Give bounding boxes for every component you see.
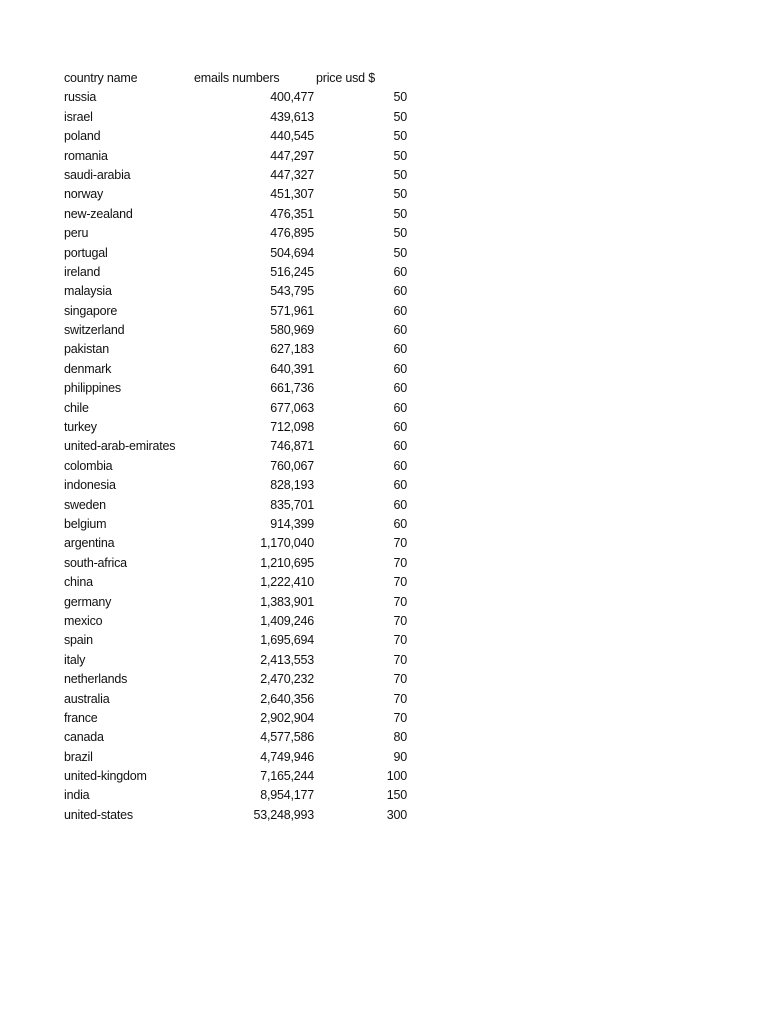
table-row: [64, 670, 424, 689]
table-row: [64, 496, 424, 515]
emails-cell: 1,222,410: [260, 575, 314, 590]
emails-cell: 2,413,553: [260, 652, 314, 667]
price-cell: 50: [393, 206, 407, 221]
price-cell: 60: [393, 478, 407, 493]
table-row: [64, 205, 424, 224]
price-cell: 60: [393, 400, 407, 415]
price-cell: 100: [386, 769, 407, 784]
table-row: [64, 457, 424, 476]
country-cell: pakistan: [64, 342, 109, 357]
table-row: [64, 709, 424, 728]
price-cell: 50: [393, 226, 407, 241]
emails-cell: 543,795: [270, 284, 314, 299]
country-cell: united-kingdom: [64, 769, 147, 784]
country-cell: spain: [64, 633, 93, 648]
emails-cell: 760,067: [270, 458, 314, 473]
table-row: [64, 244, 424, 263]
price-cell: 70: [393, 633, 407, 648]
price-cell: 90: [393, 749, 407, 764]
country-cell: france: [64, 710, 98, 725]
country-cell: norway: [64, 187, 104, 202]
table-row: [64, 185, 424, 204]
price-cell: 70: [393, 613, 407, 628]
country-cell: netherlands: [64, 672, 128, 687]
price-cell: 70: [393, 536, 407, 551]
price-cell: 70: [393, 691, 407, 706]
price-cell: 50: [393, 129, 407, 144]
emails-cell: 447,297: [270, 148, 314, 163]
table-row: [64, 612, 424, 631]
table-row: [64, 534, 424, 553]
emails-cell: 4,577,586: [260, 730, 314, 745]
emails-cell: 516,245: [270, 264, 314, 279]
price-cell: 60: [393, 516, 407, 531]
country-cell: poland: [64, 129, 101, 144]
emails-cell: 828,193: [270, 478, 314, 493]
price-cell: 70: [393, 575, 407, 590]
emails-cell: 2,640,356: [260, 691, 314, 706]
spreadsheet-table: [64, 69, 424, 825]
country-cell: saudi-arabia: [64, 167, 131, 182]
country-cell: united-arab-emirates: [64, 439, 176, 454]
table-row: [64, 418, 424, 437]
emails-cell: 8,954,177: [260, 788, 314, 803]
table-row: [64, 224, 424, 243]
country-cell: china: [64, 575, 93, 590]
table-row: [64, 767, 424, 786]
country-cell: germany: [64, 594, 112, 609]
price-cell: 50: [393, 148, 407, 163]
country-cell: romania: [64, 148, 108, 163]
table-row: [64, 573, 424, 592]
header-country-name: country name: [64, 71, 138, 85]
country-cell: singapore: [64, 303, 118, 318]
emails-cell: 439,613: [270, 109, 314, 124]
table-row: [64, 108, 424, 127]
table-row: [64, 399, 424, 418]
emails-cell: 2,470,232: [260, 672, 314, 687]
emails-cell: 1,383,901: [260, 594, 314, 609]
table-row: [64, 786, 424, 805]
price-cell: 60: [393, 361, 407, 376]
country-cell: peru: [64, 226, 89, 241]
country-cell: canada: [64, 730, 104, 745]
emails-cell: 504,694: [270, 245, 314, 260]
header-row: [64, 69, 424, 88]
country-cell: india: [64, 788, 90, 803]
price-cell: 70: [393, 594, 407, 609]
emails-cell: 7,165,244: [260, 769, 314, 784]
price-cell: 50: [393, 167, 407, 182]
table-row: [64, 748, 424, 767]
country-cell: chile: [64, 400, 89, 415]
table-row: [64, 437, 424, 456]
table-body: [64, 88, 424, 825]
emails-cell: 53,248,993: [253, 807, 314, 822]
table-row: [64, 806, 424, 825]
emails-cell: 627,183: [270, 342, 314, 357]
emails-cell: 1,409,246: [260, 613, 314, 628]
table-row: [64, 651, 424, 670]
table-row: [64, 282, 424, 301]
emails-cell: 712,098: [270, 420, 314, 435]
emails-cell: 400,477: [270, 90, 314, 105]
price-cell: 80: [393, 730, 407, 745]
price-cell: 60: [393, 264, 407, 279]
emails-cell: 4,749,946: [260, 749, 314, 764]
price-cell: 60: [393, 497, 407, 512]
country-cell: philippines: [64, 381, 121, 396]
price-cell: 60: [393, 381, 407, 396]
emails-cell: 2,902,904: [260, 710, 314, 725]
emails-cell: 580,969: [270, 323, 314, 338]
table-row: [64, 166, 424, 185]
table-row: [64, 321, 424, 340]
table-row: [64, 340, 424, 359]
country-cell: malaysia: [64, 284, 112, 299]
country-cell: turkey: [64, 420, 97, 435]
table-row: [64, 476, 424, 495]
emails-cell: 1,210,695: [260, 555, 314, 570]
price-cell: 300: [386, 807, 407, 822]
emails-cell: 476,895: [270, 226, 314, 241]
price-cell: 50: [393, 245, 407, 260]
table-row: [64, 360, 424, 379]
country-cell: mexico: [64, 613, 103, 628]
table-row: [64, 302, 424, 321]
table-row: [64, 728, 424, 747]
country-cell: italy: [64, 652, 86, 667]
country-cell: indonesia: [64, 478, 116, 493]
emails-cell: 440,545: [270, 129, 314, 144]
emails-cell: 677,063: [270, 400, 314, 415]
country-cell: sweden: [64, 497, 106, 512]
header-price-usd: price usd $: [316, 71, 375, 85]
price-cell: 60: [393, 284, 407, 299]
country-cell: switzerland: [64, 323, 125, 338]
price-cell: 70: [393, 555, 407, 570]
table-row: [64, 88, 424, 107]
country-cell: ireland: [64, 264, 101, 279]
price-cell: 50: [393, 90, 407, 105]
country-cell: israel: [64, 109, 93, 124]
price-cell: 70: [393, 710, 407, 725]
table-row: [64, 690, 424, 709]
price-cell: 60: [393, 439, 407, 454]
country-cell: brazil: [64, 749, 93, 764]
country-cell: argentina: [64, 536, 115, 551]
country-cell: colombia: [64, 458, 113, 473]
table-row: [64, 631, 424, 650]
table-row: [64, 147, 424, 166]
emails-cell: 661,736: [270, 381, 314, 396]
header-emails-numbers: emails numbers: [194, 71, 280, 85]
country-cell: united-states: [64, 807, 133, 822]
price-cell: 70: [393, 672, 407, 687]
emails-cell: 451,307: [270, 187, 314, 202]
price-cell: 60: [393, 458, 407, 473]
price-cell: 70: [393, 652, 407, 667]
table-row: [64, 379, 424, 398]
emails-cell: 476,351: [270, 206, 314, 221]
table-row: [64, 593, 424, 612]
table-row: [64, 127, 424, 146]
country-cell: portugal: [64, 245, 108, 260]
price-cell: 60: [393, 420, 407, 435]
emails-cell: 914,399: [270, 516, 314, 531]
price-cell: 50: [393, 109, 407, 124]
table-row: [64, 515, 424, 534]
country-cell: russia: [64, 90, 97, 105]
emails-cell: 746,871: [270, 439, 314, 454]
price-cell: 60: [393, 303, 407, 318]
emails-cell: 1,695,694: [260, 633, 314, 648]
table-row: [64, 263, 424, 282]
table-row: [64, 554, 424, 573]
emails-cell: 1,170,040: [260, 536, 314, 551]
emails-cell: 447,327: [270, 167, 314, 182]
emails-cell: 640,391: [270, 361, 314, 376]
price-cell: 60: [393, 342, 407, 357]
price-cell: 150: [386, 788, 407, 803]
price-cell: 60: [393, 323, 407, 338]
emails-cell: 571,961: [270, 303, 314, 318]
country-cell: south-africa: [64, 555, 127, 570]
country-cell: new-zealand: [64, 206, 133, 221]
price-cell: 50: [393, 187, 407, 202]
country-cell: denmark: [64, 361, 112, 376]
emails-cell: 835,701: [270, 497, 314, 512]
country-cell: belgium: [64, 516, 107, 531]
country-cell: australia: [64, 691, 110, 706]
